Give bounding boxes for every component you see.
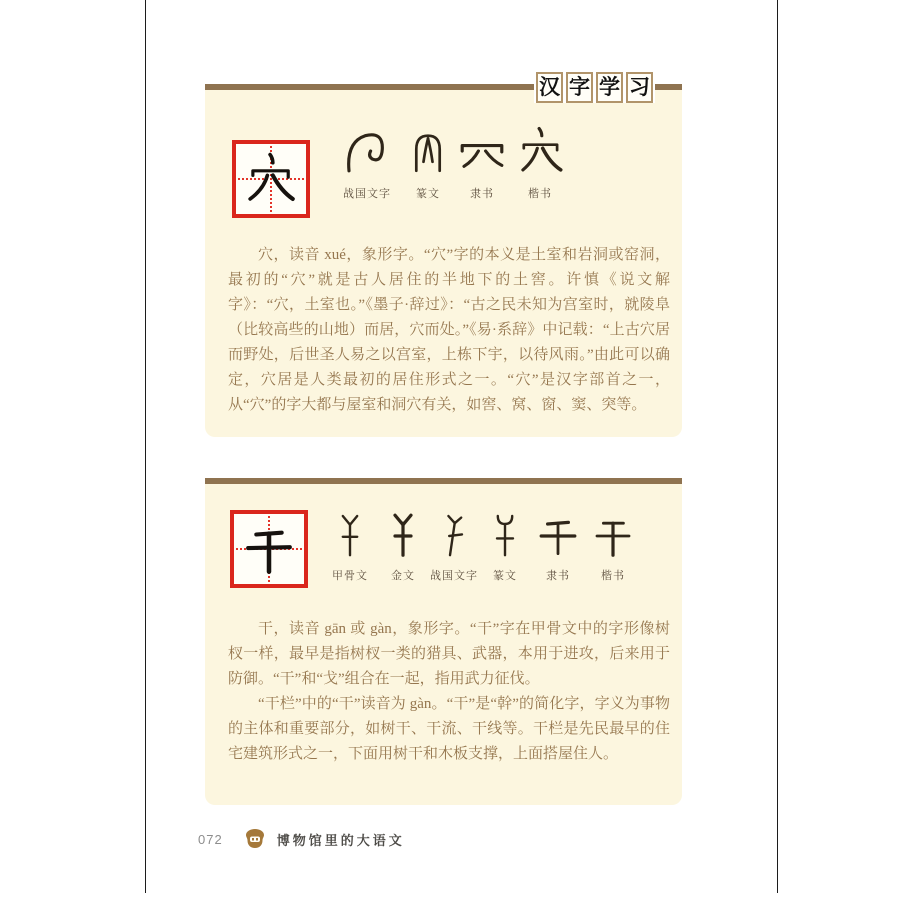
character-grid-box	[232, 140, 310, 218]
bronze-vessel-logo-icon	[243, 828, 267, 850]
character-card-gan	[205, 484, 682, 805]
xue-zhanguo-glyph	[340, 124, 394, 178]
script-label: 隶书	[546, 570, 570, 582]
character-card-xue	[205, 90, 682, 437]
section-title-char: 汉	[536, 72, 563, 103]
gan-regular-big-glyph	[240, 520, 298, 578]
section-title-char: 学	[596, 72, 623, 103]
script-label: 隶书	[470, 188, 494, 200]
script-label: 篆文	[416, 188, 440, 200]
script-label: 甲骨文	[332, 570, 368, 582]
card-body-text	[228, 243, 670, 418]
paragraph: “干栏”中的“干”读音为 gàn。“干”是“幹”的简化字，字义为事物的主体和重要部分，如树干、干流、干线等。干栏是先民最早的住宅建筑形式之一，下面用树干和木板支撑，上面搭屋住人。	[228, 696, 670, 762]
book-title: 博物馆里的大语文	[276, 832, 405, 848]
script-label: 战国文字	[430, 570, 478, 582]
page-left-edge-line	[145, 0, 146, 893]
section-title-char: 习	[626, 72, 653, 103]
character-grid-box	[230, 510, 308, 588]
gan-regular-glyph	[589, 512, 637, 560]
script-label: 篆文	[493, 570, 517, 582]
script-label: 金文	[391, 570, 415, 582]
script-sample-kaishu	[573, 512, 653, 583]
script-label: 楷书	[601, 570, 625, 582]
xue-regular-glyph	[513, 124, 567, 178]
page-right-edge-line	[777, 0, 778, 893]
xue-regular-big-glyph	[242, 150, 300, 208]
page-footer	[198, 828, 405, 850]
card-body-text	[228, 617, 670, 767]
section-title-char: 字	[566, 72, 593, 103]
script-label: 楷书	[528, 188, 552, 200]
section-title	[534, 72, 655, 103]
page-number: 072	[198, 831, 223, 847]
paragraph: 干，读音 gān 或 gàn，象形字。“干”字在甲骨文中的字形像树杈一样，最早是指树杈一类的猎具、武器，本用于进攻，后来用于防御。“干”和“戈”组合在一起，指用武力征伐。	[228, 621, 670, 687]
script-sample-kaishu	[500, 124, 580, 201]
script-label: 战国文字	[343, 188, 391, 200]
paragraph: 穴，读音 xué，象形字。“穴”字的本义是土室和岩洞或窑洞，最初的“穴”就是古人居住的半地下的土窖。许慎《说文解字》：“穴，土室也。”《墨子·辞过》：“古之民未知为宫室时，就陵阜（比较高些的山地）而居，穴而处。”《易·系辞》中记载：“上古穴居而野处，后世圣人易之以宫室，上栋下宇，以待风雨。”由此可以确定，穴居是人类最初的居住形式之一。“穴”是汉字部首之一，从“穴”的字大都与屋室和洞穴有关，如窖、窝、窗、窦、突等。	[228, 247, 670, 413]
